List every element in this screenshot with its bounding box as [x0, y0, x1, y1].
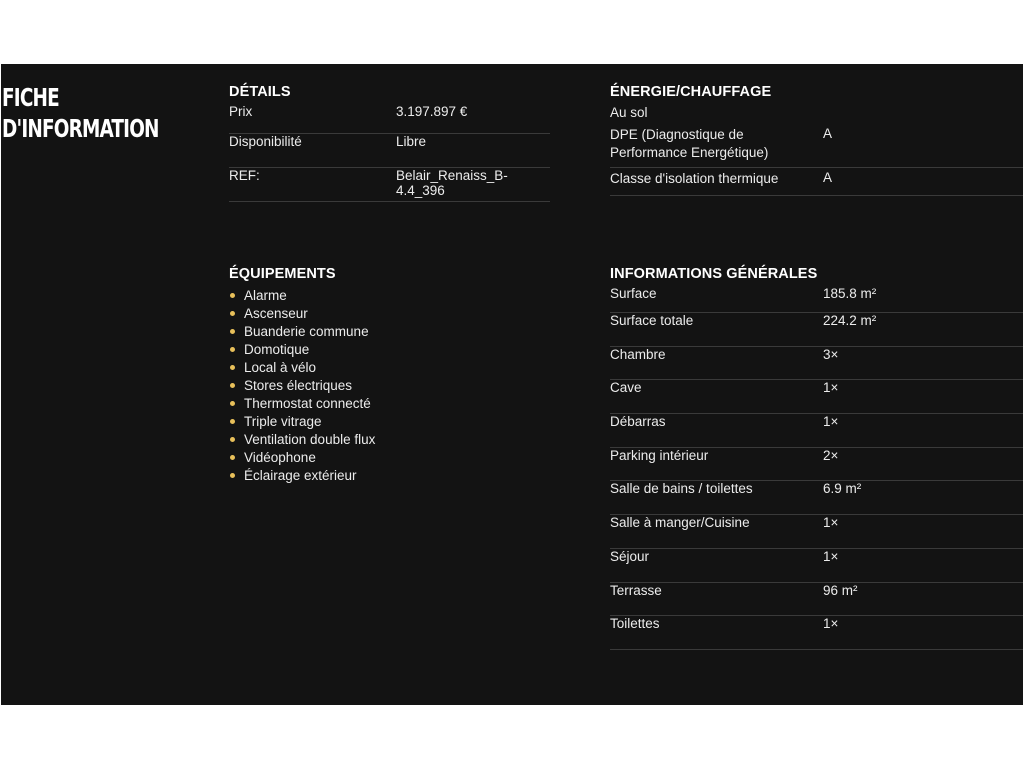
heating-type: Au sol — [610, 105, 648, 120]
details-row-ref — [229, 168, 550, 202]
equipment-label: Buanderie commune — [244, 324, 369, 339]
table-row — [610, 313, 1023, 347]
table-row — [610, 448, 1023, 482]
details-row-availability — [229, 134, 550, 168]
list-item — [229, 323, 559, 341]
info-value: 185.8 m² — [823, 286, 877, 301]
info-label: Cave — [610, 380, 642, 396]
info-label: Surface totale — [610, 313, 694, 328]
bullet-icon — [230, 347, 235, 352]
info-label: Terrasse — [610, 582, 662, 598]
dpe-value: A — [823, 126, 833, 141]
info-label: Parking intérieur — [610, 447, 709, 463]
details-value: 3.197.897 € — [396, 104, 468, 119]
info-value: 6.9 m² — [823, 481, 862, 497]
info-label: Chambre — [610, 346, 666, 362]
bullet-icon — [230, 329, 235, 334]
info-value: 2× — [823, 447, 839, 463]
list-item — [229, 395, 559, 413]
bullet-icon — [230, 311, 235, 316]
list-item — [229, 467, 559, 485]
table-row — [610, 549, 1023, 583]
equipment-label: Thermostat connecté — [244, 396, 371, 411]
equipment-label: Stores électriques — [244, 378, 353, 393]
information-panel — [1, 64, 1023, 705]
page-title: FICHE D'INFORMATION — [2, 83, 159, 143]
bullet-icon — [230, 383, 235, 388]
details-label: Prix — [229, 104, 253, 119]
energy-row-dpe — [610, 124, 1023, 168]
general-info-heading: INFORMATIONS GÉNÉRALES — [610, 266, 818, 282]
energy-row-isolation — [610, 168, 1023, 196]
equipment-label: Ventilation double flux — [244, 432, 376, 447]
bullet-icon — [230, 419, 235, 424]
details-label: REF: — [229, 168, 260, 183]
info-value: 224.2 m² — [823, 313, 877, 328]
list-item — [229, 431, 559, 449]
info-label: Surface — [610, 286, 657, 301]
table-row — [610, 414, 1023, 448]
details-value: Libre — [396, 134, 427, 149]
table-row — [610, 515, 1023, 549]
table-row — [610, 481, 1023, 515]
list-item — [229, 341, 559, 359]
equipment-label: Vidéophone — [244, 450, 316, 465]
equipment-label: Domotique — [244, 342, 310, 357]
equipments-section — [229, 262, 559, 485]
bullet-icon — [230, 455, 235, 460]
table-row — [610, 583, 1023, 617]
table-row — [610, 286, 1023, 313]
bullet-icon — [230, 365, 235, 370]
details-heading: DÉTAILS — [229, 84, 291, 100]
info-value: 1× — [823, 616, 839, 632]
list-item — [229, 287, 559, 305]
bullet-icon — [230, 473, 235, 478]
details-row-price — [229, 104, 550, 134]
equipment-label: Éclairage extérieur — [244, 468, 357, 483]
dpe-label: DPE (Diagnostique de Performance Energétique) — [610, 127, 769, 160]
details-value: Belair_Renaiss_B-4.4_396 — [396, 168, 508, 198]
info-label: Séjour — [610, 548, 650, 564]
equipments-list — [229, 287, 559, 485]
list-item — [229, 377, 559, 395]
info-value: 1× — [823, 515, 839, 531]
equipments-heading: ÉQUIPEMENTS — [229, 266, 336, 282]
table-row — [610, 616, 1023, 650]
list-item — [229, 449, 559, 467]
info-value: 1× — [823, 548, 839, 564]
bullet-icon — [230, 401, 235, 406]
info-label: Toilettes — [610, 616, 660, 632]
energy-heading: ÉNERGIE/CHAUFFAGE — [610, 84, 772, 100]
bullet-icon — [230, 293, 235, 298]
general-info-section — [610, 262, 1023, 650]
list-item — [229, 359, 559, 377]
table-row — [610, 380, 1023, 414]
equipment-label: Ascenseur — [244, 306, 308, 321]
isolation-label: Classe d'isolation thermique — [610, 171, 779, 186]
equipment-label: Local à vélo — [244, 360, 317, 375]
info-label: Salle à manger/Cuisine — [610, 515, 750, 531]
info-label: Salle de bains / toilettes — [610, 481, 753, 497]
equipment-label: Triple vitrage — [244, 414, 322, 429]
info-value: 96 m² — [823, 582, 858, 598]
table-row — [610, 347, 1023, 381]
isolation-value: A — [823, 170, 833, 185]
details-section — [229, 80, 550, 202]
energy-row-heating — [610, 104, 1023, 124]
info-label: Débarras — [610, 414, 666, 430]
energy-section — [610, 80, 1023, 196]
list-item — [229, 413, 559, 431]
bullet-icon — [230, 437, 235, 442]
info-value: 1× — [823, 380, 839, 396]
details-label: Disponibilité — [229, 134, 302, 149]
equipment-label: Alarme — [244, 288, 287, 303]
list-item — [229, 305, 559, 323]
info-value: 1× — [823, 414, 839, 430]
info-value: 3× — [823, 346, 839, 362]
